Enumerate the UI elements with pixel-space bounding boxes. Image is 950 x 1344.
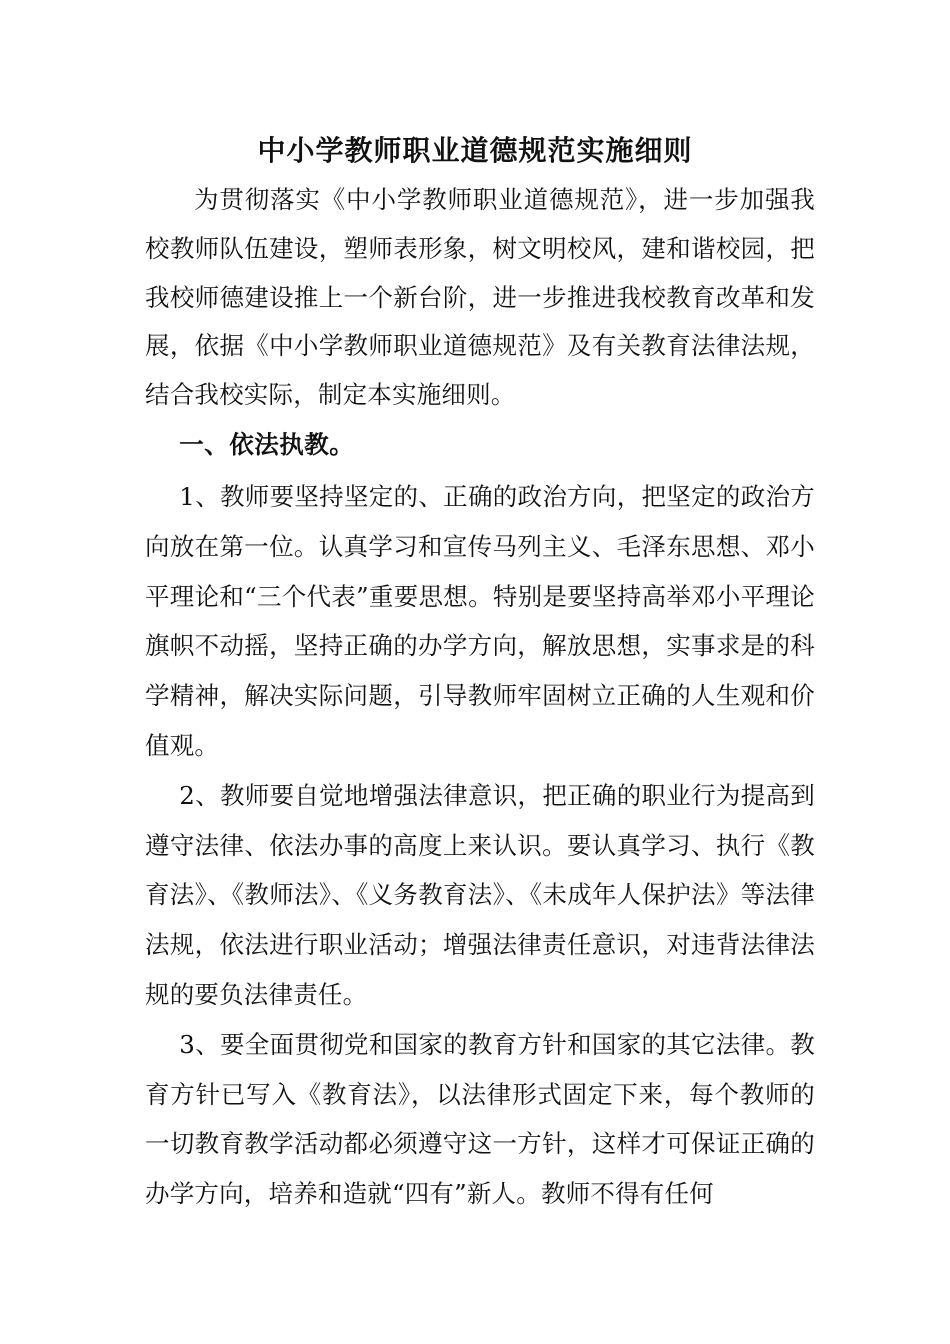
document-title: 中小学教师职业道德规范实施细则 [257, 134, 693, 167]
section-item-1: 1、教师要坚持坚定的、正确的政治方向，把坚定的政治方向放在第一位。认真学习和宣传马列主义、毛泽东思想、邓小平理论和“三个代表”重要思想。特别是要坚持高举邓小平理论旗帜不动摇，坚持正确的办学方向，解放思想，实事求是的科学精神，解决实际问题，引导教师牢固树立正确的人生观和价值观。 [145, 481, 815, 760]
section-item-3: 3、要全面贯彻党和国家的教育方针和国家的其它法律。教育方针已写入《教育法》，以法律形式固定下来，每个教师的一切教育教学活动都必须遵守这一方针，这样才可保证正确的办学方向，培养和造就“四有”新人。教师不得有任何 [145, 1029, 815, 1209]
document-body [145, 176, 815, 1219]
section-item-2: 2、教师要自觉地增强法律意识，把正确的职业行为提高到遵守法律、依法办事的高度上来认识。要认真学习、执行《教育法》、《教师法》、《义务教育法》、《未成年人保护法》等法律法规，依法进行职业活动；增强法律责任意识，对违背法律法规的要负法律责任。 [145, 780, 815, 1009]
intro-paragraph: 为贯彻落实《中小学教师职业道德规范》，进一步加强我校教师队伍建设，塑师表形象，树文明校风，建和谐校园，把我校师德建设推上一个新台阶，进一步推进我校教育改革和发展，依据《中小学教师职业道德规范》及有关教育法律法规，结合我校实际，制定本实施细则。 [145, 185, 815, 410]
section-heading-1: 一、依法执教。 [179, 429, 355, 459]
